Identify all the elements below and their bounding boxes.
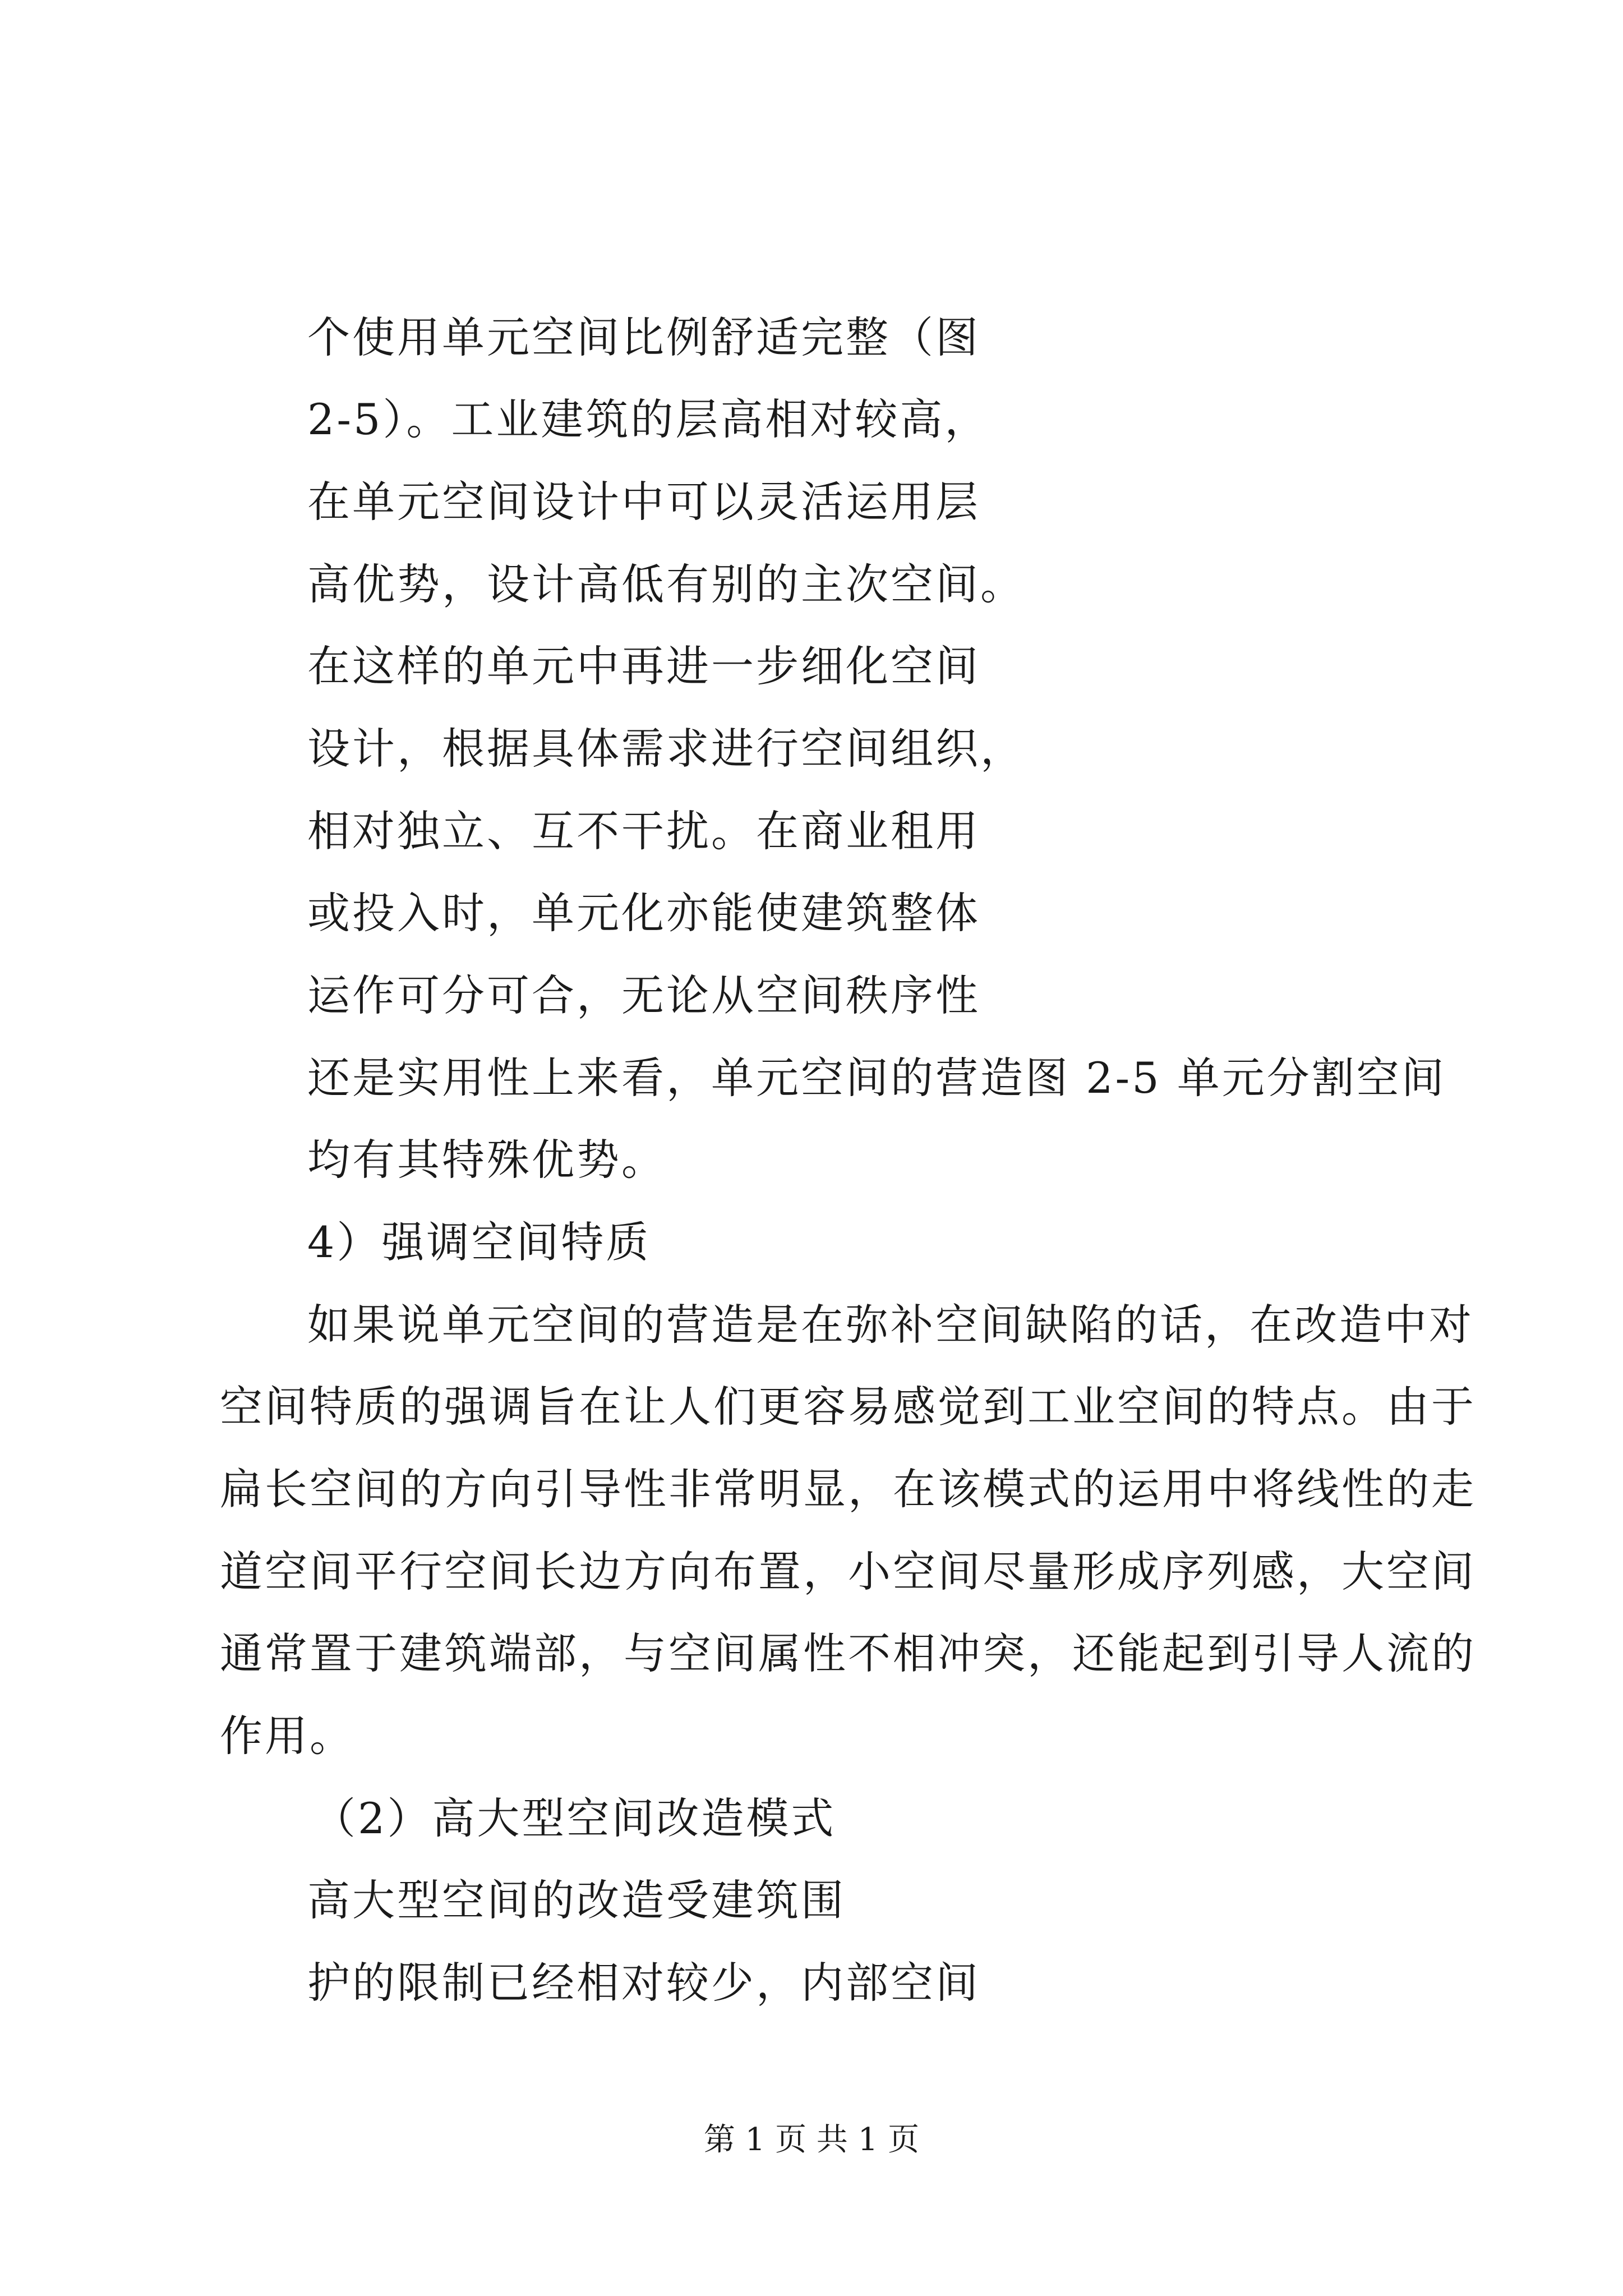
text-line-7: 相对独立、互不干扰。在商业租用 bbox=[307, 806, 980, 856]
text-line-12: 高大型空间的改造受建筑围 bbox=[307, 1875, 846, 1925]
text-line-3: 在单元空间设计中可以灵活运用层 bbox=[307, 477, 980, 527]
paragraph-line-6: 作用。 bbox=[220, 1711, 354, 1761]
text-line-5: 在这样的单元中再进一步细化空间 bbox=[307, 641, 980, 691]
text-line-9: 运作可分可合，无论从空间秩序性 bbox=[307, 970, 980, 1020]
section-heading-2: （2）高大型空间改造模式 bbox=[313, 1793, 836, 1843]
paragraph-line-1: 如果说单元空间的营造是在弥补空间缺陷的话，在改造中对 bbox=[307, 1300, 1474, 1350]
text-line-6: 设计，根据具体需求进行空间组织， bbox=[307, 724, 1025, 774]
text-line-13: 护的限制已经相对较少，内部空间 bbox=[307, 1958, 980, 2008]
paragraph-line-4: 道空间平行空间长边方向布置，小空间尽量形成序列感，大空间 bbox=[220, 1547, 1476, 1596]
paragraph-line-5: 通常置于建筑端部，与空间属性不相冲突，还能起到引导人流的 bbox=[220, 1628, 1476, 1678]
text-line-10: 还是实用性上来看，单元空间的营造图 2-5 单元分割空间 bbox=[307, 1053, 1446, 1103]
text-line-2: 2-5）。工业建筑的层高相对较高， bbox=[307, 394, 990, 444]
text-line-1: 个使用单元空间比例舒适完整（图 bbox=[307, 312, 980, 362]
text-line-8: 或投入时，单元化亦能使建筑整体 bbox=[307, 888, 980, 938]
text-line-11: 均有其特殊优势。 bbox=[307, 1135, 666, 1185]
paragraph-line-3: 扁长空间的方向引导性非常明显，在该模式的运用中将线性的走 bbox=[220, 1464, 1476, 1514]
section-heading-4: 4）强调空间特质 bbox=[307, 1217, 651, 1267]
page-number-footer: 第 1 页 共 1 页 bbox=[703, 2122, 920, 2158]
paragraph-line-2: 空间特质的强调旨在让人们更容易感觉到工业空间的特点。由于 bbox=[220, 1382, 1476, 1432]
text-line-4: 高优势，设计高低有别的主次空间。 bbox=[307, 559, 1025, 609]
